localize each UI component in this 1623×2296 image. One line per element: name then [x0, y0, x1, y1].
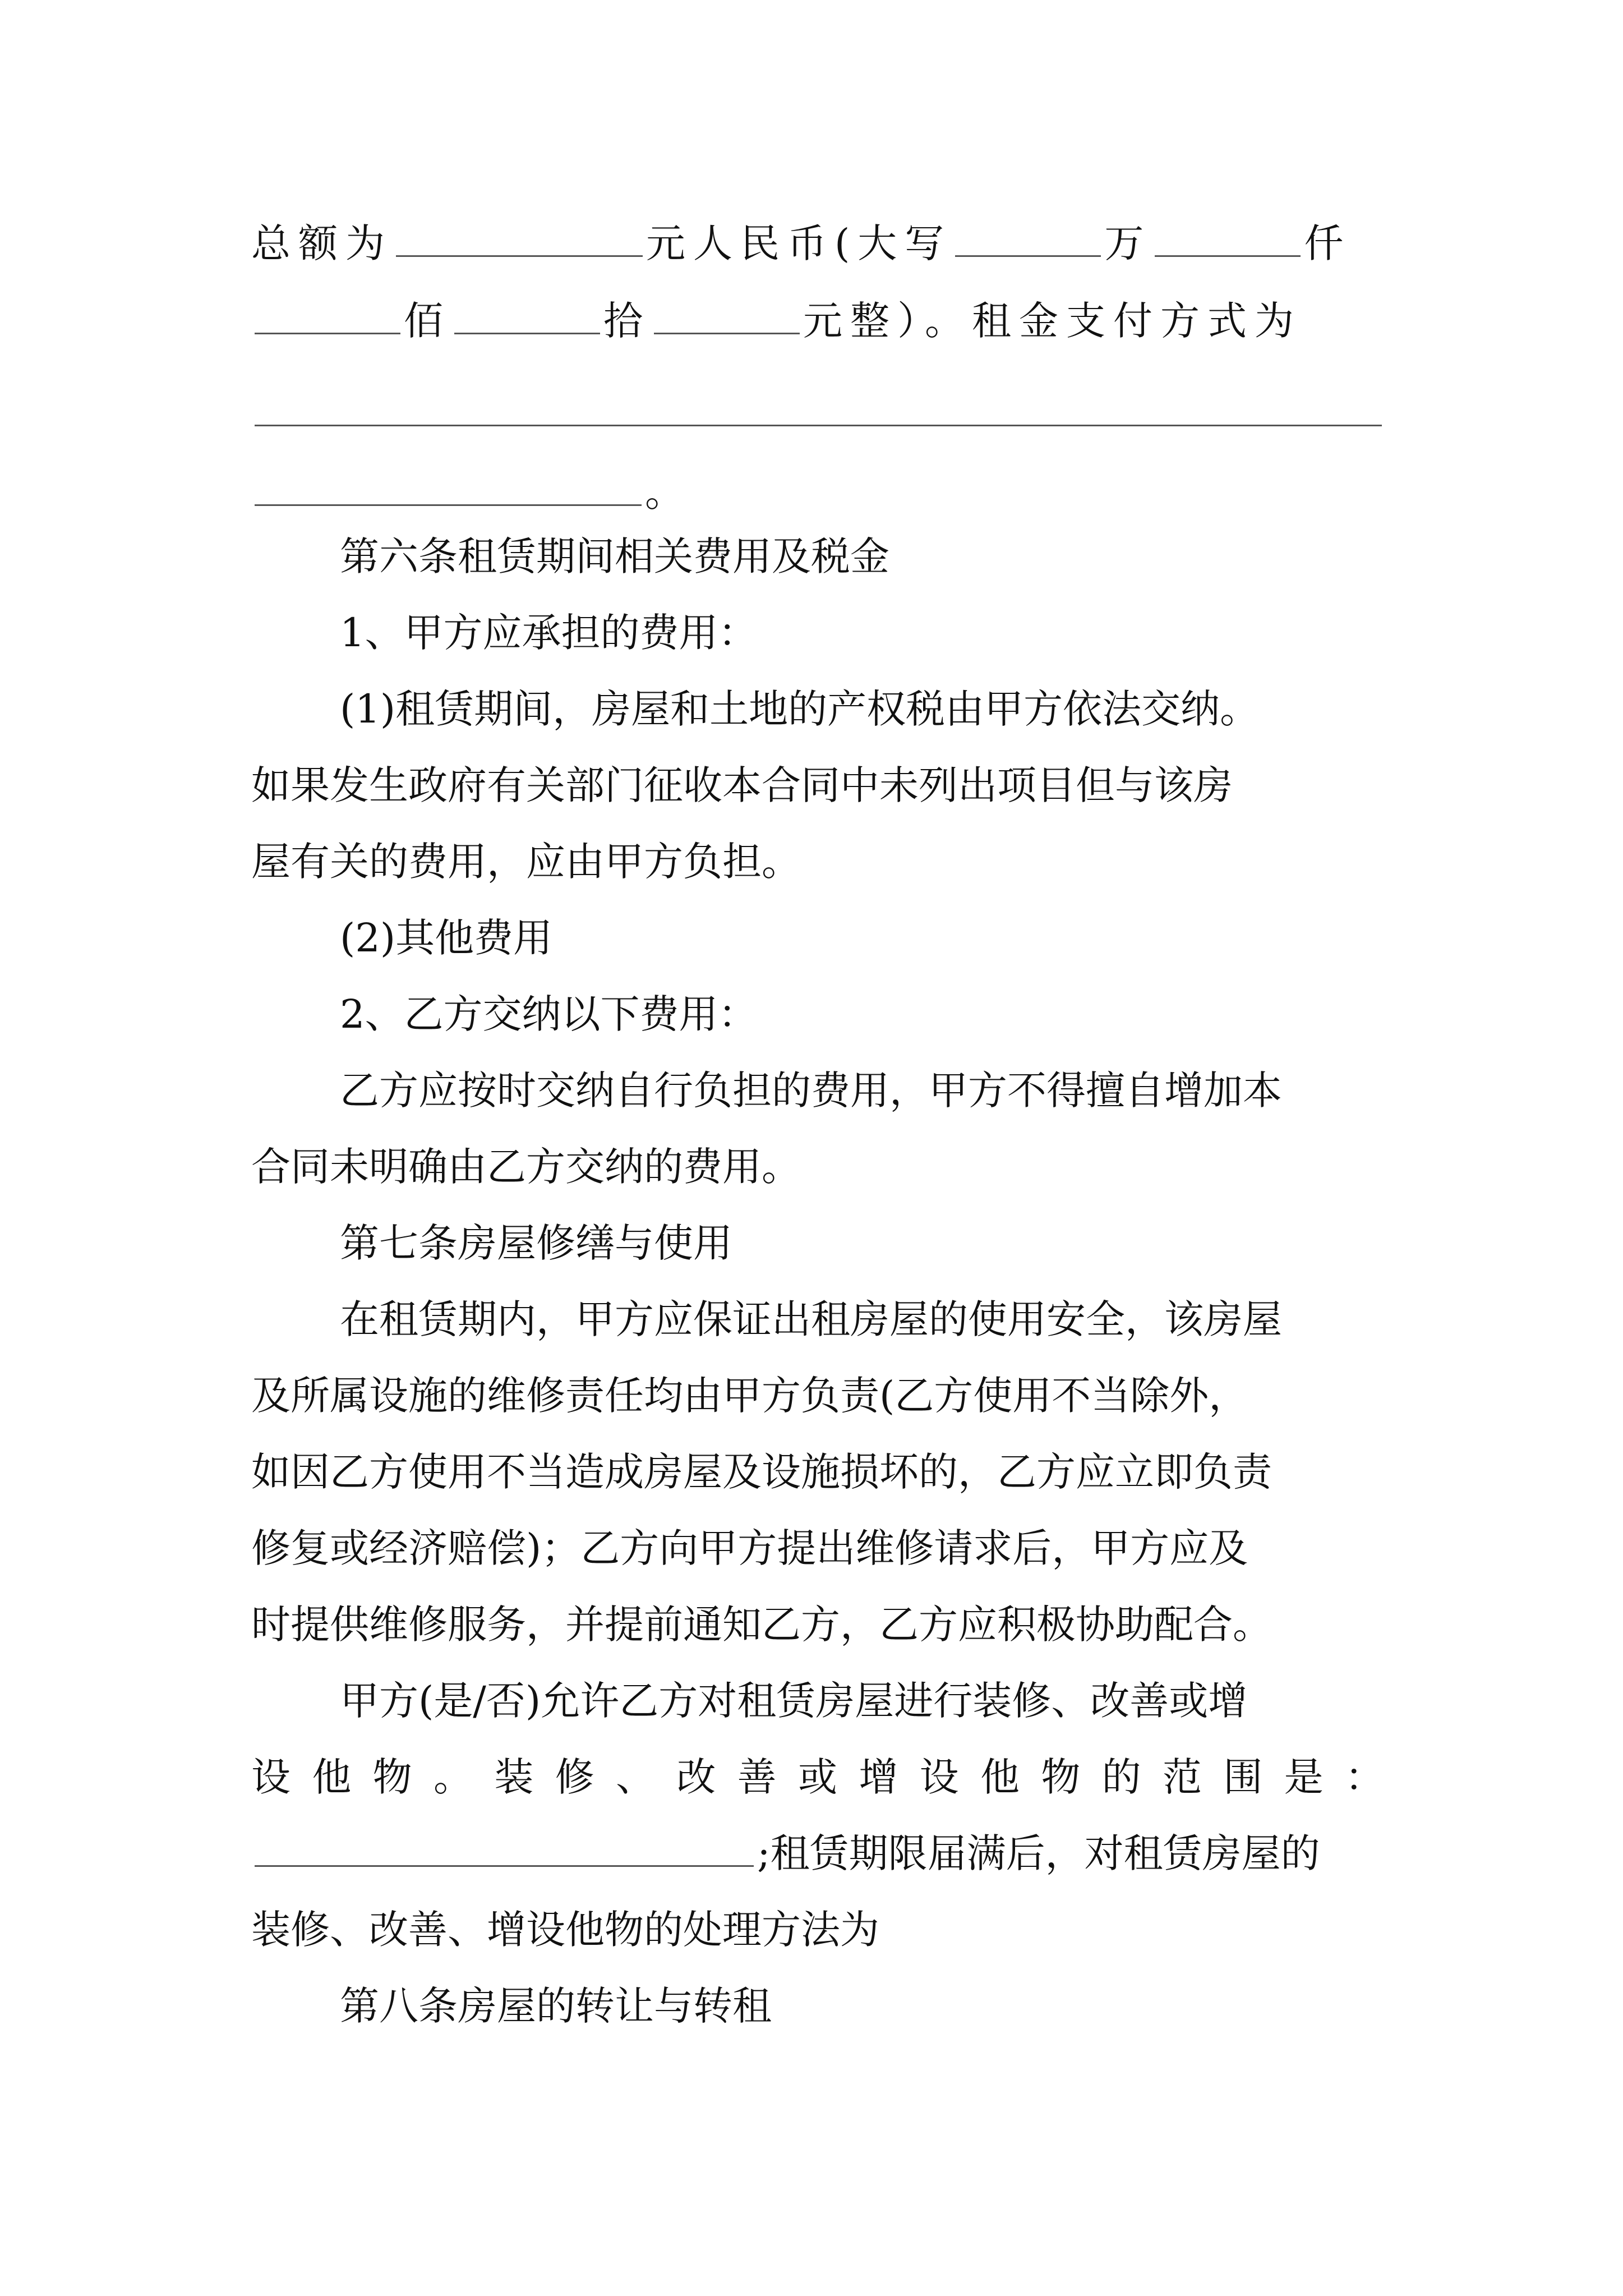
rent-bai-blank — [255, 293, 400, 334]
article6-title: 第六条租赁期间相关费用及税金 — [340, 533, 889, 579]
rent-payment-text: 元整）。租金支付方式为 — [803, 298, 1302, 344]
article7-p1-c: 如因乙方使用不当造成房屋及设施损坏的，乙方应立即负责 — [251, 1449, 1272, 1495]
payment-method-blank-line — [251, 374, 1384, 452]
article6-item2-b: 合同未明确由乙方交纳的费用。 — [251, 1144, 801, 1190]
rent-total-prefix: 总额为 — [251, 220, 393, 266]
article7-title: 第七条房屋修缮与使用 — [340, 1220, 732, 1266]
article7-p2-b: 设他物。装修、改善或增设他物的范围是： — [251, 1754, 1384, 1800]
article7-p1-d: 修复或经济赔偿)；乙方向甲方提出维修请求后，甲方应及 — [251, 1525, 1248, 1571]
payment-method-blank — [255, 385, 1382, 426]
rent-shi-text: 拾 — [603, 298, 651, 344]
article7-p2-c: ;租赁期限届满后，对租赁房屋的 — [757, 1830, 1320, 1876]
renovation-scope-blank — [255, 1826, 754, 1867]
rent-total-line — [251, 204, 1384, 283]
rent-amount-line — [251, 282, 1384, 360]
payment-method-blank-2 — [255, 465, 642, 506]
rent-wan-blank — [955, 216, 1101, 257]
article6-item1-2: (2)其他费用 — [340, 915, 553, 961]
article6-item1-1-b: 如果发生政府有关部门征收本合同中未列出项目但与该房 — [251, 762, 1233, 808]
article6-item2: 2、乙方交纳以下费用： — [340, 991, 758, 1037]
rent-qian-text: 仟 — [1304, 220, 1352, 266]
article7-p2-c-line — [251, 1814, 1384, 1893]
article7-p1-b: 及所属设施的维修责任均由甲方负责(乙方使用不当除外， — [251, 1373, 1248, 1419]
rent-amount-blank — [396, 216, 643, 257]
rent-yuan-blank — [654, 293, 800, 334]
article6-item1: 1、甲方应承担的费用： — [340, 610, 758, 656]
article7-p2-a: 甲方(是/否)允许乙方对租赁房屋进行装修、改善或增 — [340, 1678, 1248, 1724]
article7-p1-e: 时提供维修服务，并提前通知乙方，乙方应积极协助配合。 — [251, 1602, 1272, 1648]
article6-item1-1-a: (1)租赁期间，房屋和土地的产权税由甲方依法交纳。 — [340, 686, 1260, 732]
article8-title: 第八条房屋的转让与转租 — [340, 1983, 772, 2029]
rent-qian-blank — [1155, 216, 1301, 257]
rent-wan-text: 万 — [1104, 220, 1152, 266]
rent-rmb-text: 元人民币(大写 — [646, 220, 952, 266]
article7-p2-d: 装修、改善、增设他物的处理方法为 — [251, 1907, 879, 1953]
rent-bai-text: 佰 — [404, 298, 451, 344]
article6-item2-a: 乙方应按时交纳自行负担的费用，甲方不得擅自增加本 — [340, 1068, 1282, 1114]
article6-item1-1-c: 屋有关的费用，应由甲方负担。 — [251, 839, 801, 885]
rent-shi-blank — [454, 293, 600, 334]
article7-p1-a: 在租赁期内，甲方应保证出租房屋的使用安全，该房屋 — [340, 1296, 1282, 1342]
payment-method-period: 。 — [645, 470, 684, 516]
